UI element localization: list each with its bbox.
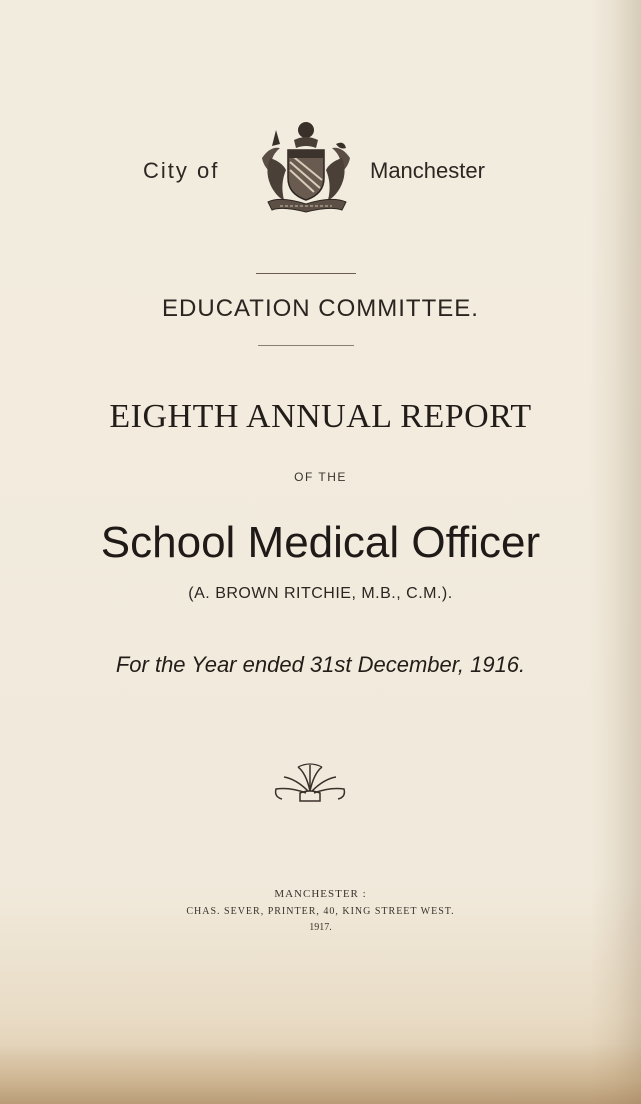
manchester-coat-of-arms-icon — [250, 118, 362, 218]
header-row — [0, 118, 641, 218]
imprint-printer: CHAS. SEVER, PRINTER, 40, KING STREET WEST. — [186, 906, 455, 917]
imprint-year: 1917. — [309, 922, 332, 933]
header-right-text: Manchester — [370, 158, 485, 183]
fan-ornament-icon — [270, 763, 350, 807]
report-title: EIGHTH ANNUAL REPORT — [109, 398, 532, 435]
divider-middle — [258, 345, 354, 346]
of-the-text: OF THE — [294, 470, 347, 484]
officer-title: School Medical Officer — [100, 518, 541, 567]
committee-heading: EDUCATION COMMITTEE. — [162, 295, 479, 322]
imprint-city: MANCHESTER : — [274, 888, 367, 900]
report-period: For the Year ended 31st December, 1916. — [115, 652, 526, 677]
officer-name: (A. BROWN RITCHIE, M.B., C.M.). — [188, 585, 453, 602]
header-left-text: City of — [143, 158, 220, 183]
divider-top — [256, 273, 356, 274]
paper-stain — [0, 1044, 641, 1104]
